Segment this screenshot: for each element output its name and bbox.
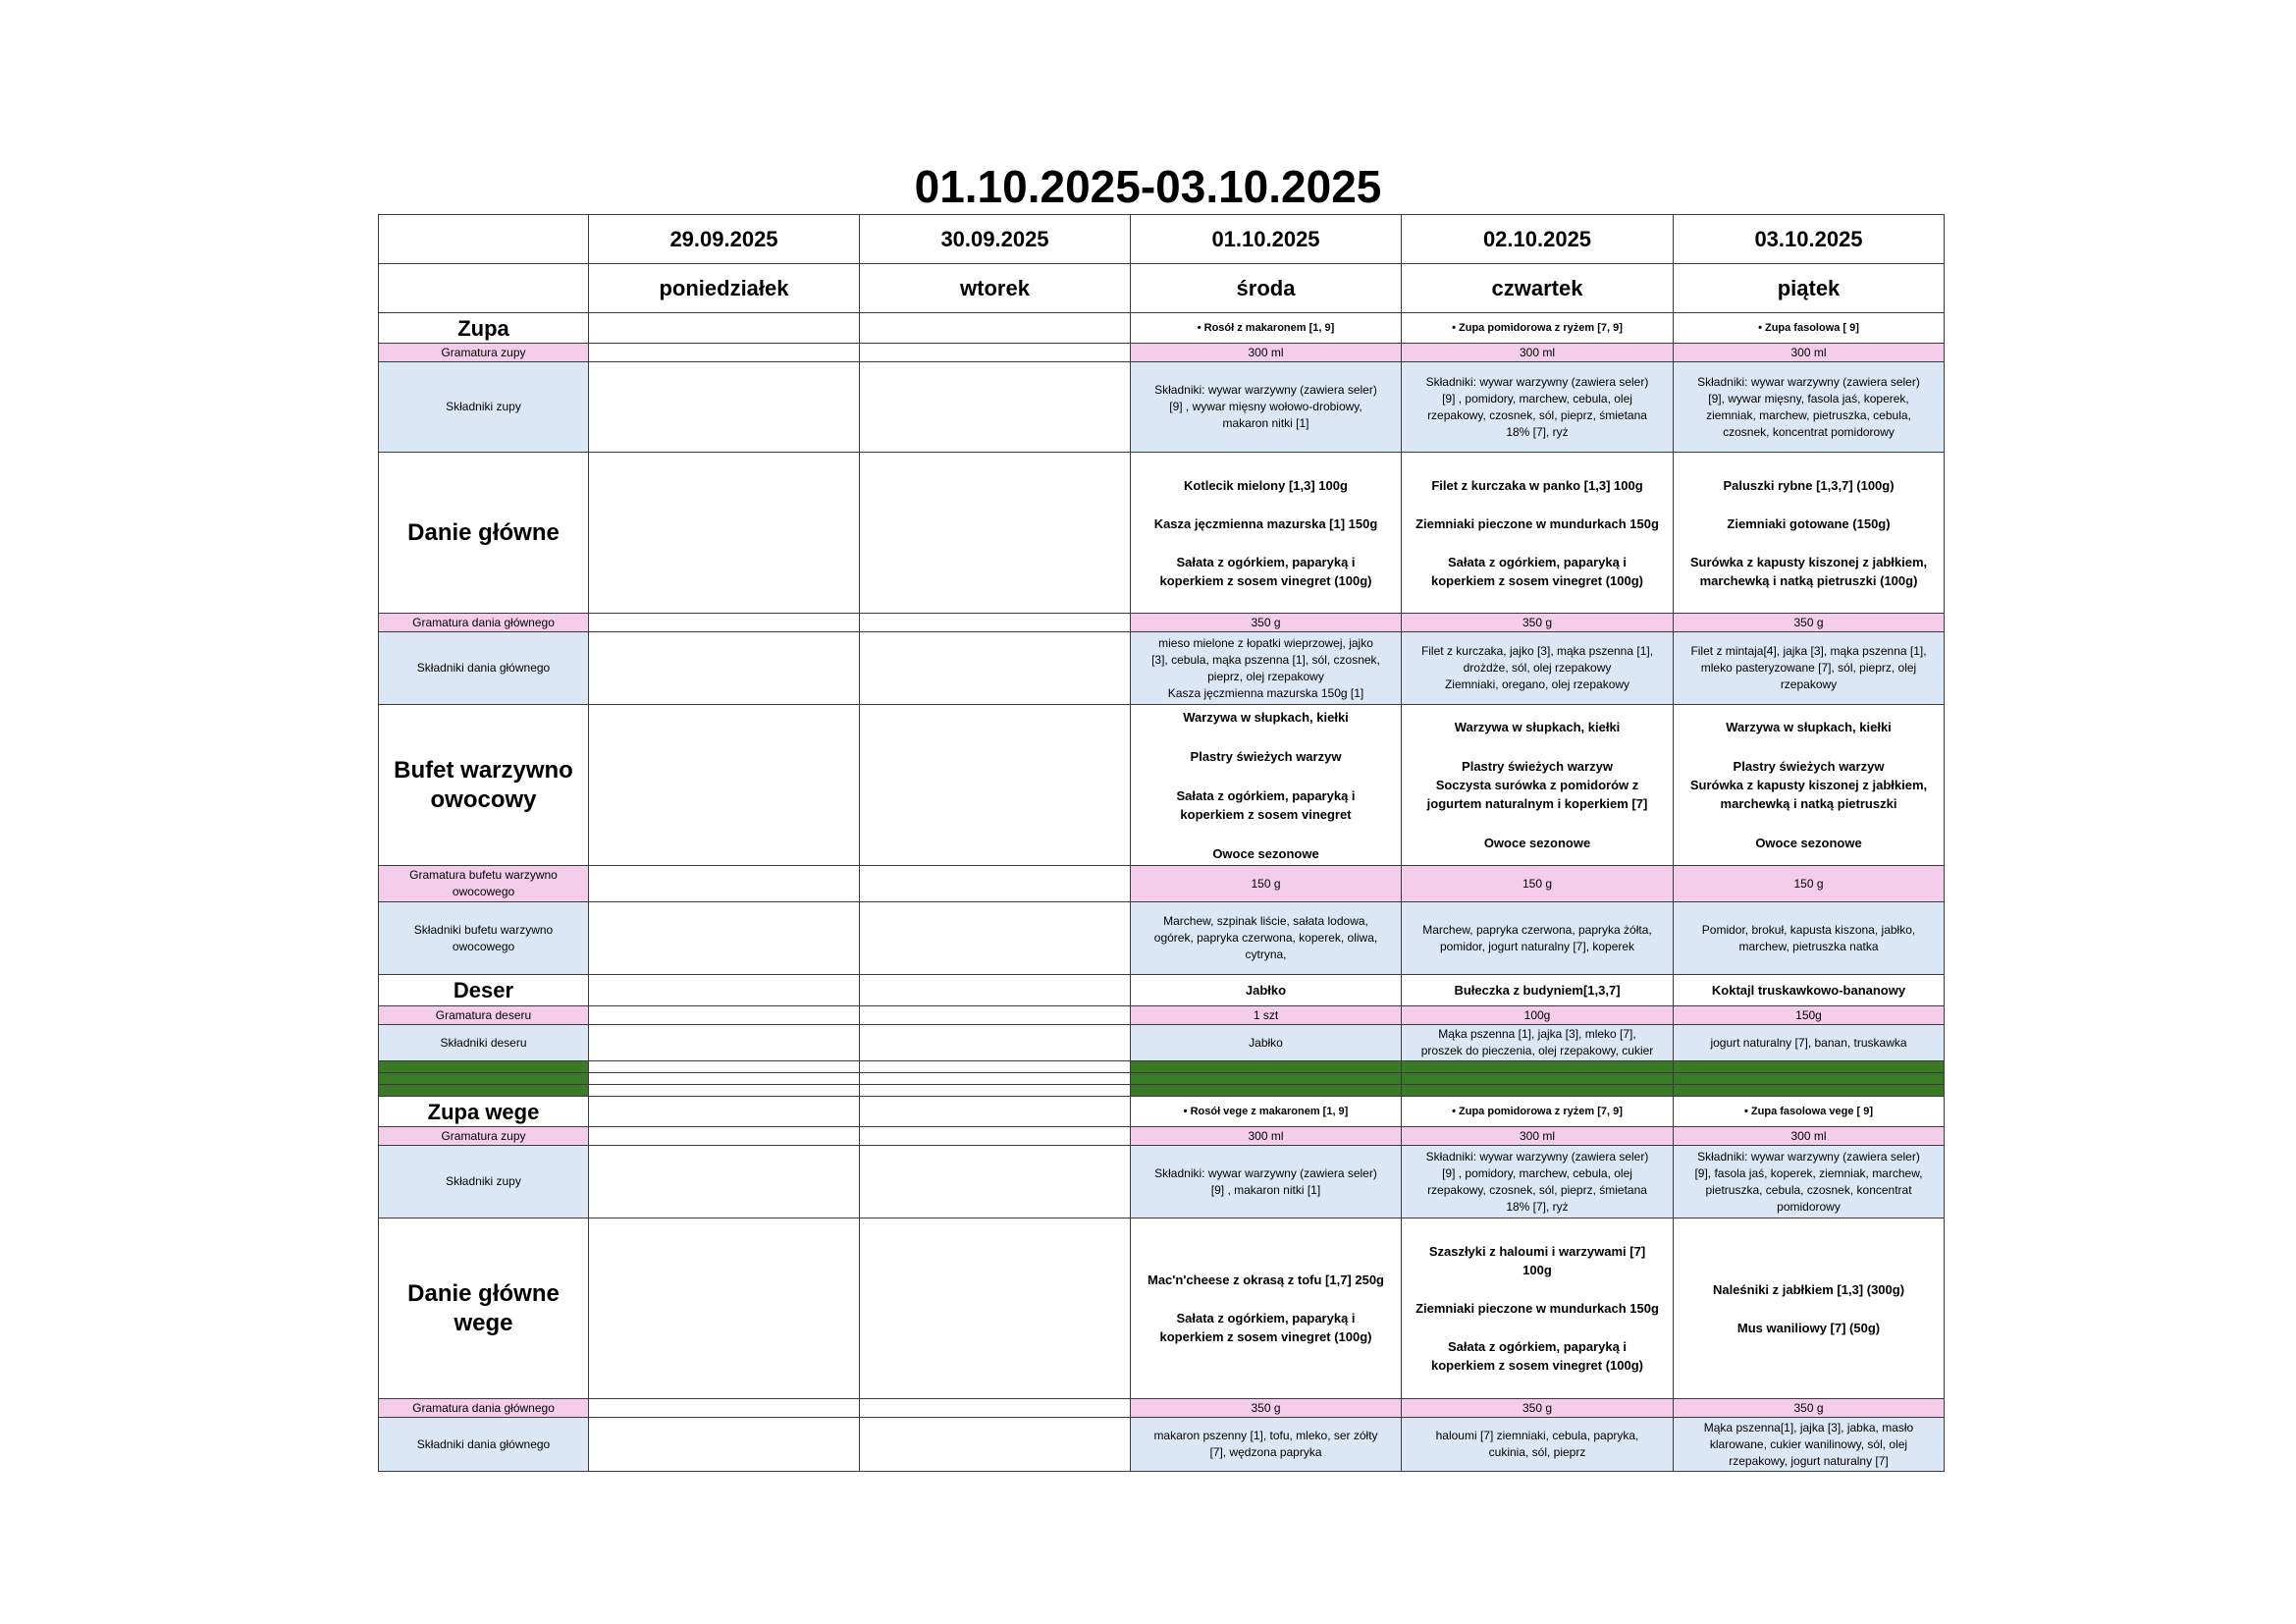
separator-cell xyxy=(379,1061,589,1073)
separator-row xyxy=(379,1061,1945,1073)
dessert-ingredients-row xyxy=(379,1025,1945,1061)
dessert-weight-thursday: 100g xyxy=(1402,1006,1674,1025)
main-dish-thursday: Filet z kurczaka w panko [1,3] 100g Ziemniaki pieczone w mundurkach 150g Sałata z ogórkiem, paparyką i koperkiem z sosem vinegret (100g) xyxy=(1402,453,1674,614)
separator-cell xyxy=(379,1073,589,1085)
empty-cell xyxy=(589,344,860,362)
vege-main-dish-friday: Naleśniki z jabłkiem [1,3] (300g) Mus waniliowy [7] (50g) xyxy=(1674,1218,1945,1399)
soup-ingredients-thursday: Składniki: wywar warzywny (zawiera seler) [9] , pomidory, marchew, cebula, olej rzepakowy, czosnek, sól, pieprz, śmietana 18% [7], ryż xyxy=(1402,362,1674,453)
dessert-ingredients-wednesday: Jabłko xyxy=(1131,1025,1402,1061)
soup-weight-wednesday: 300 ml xyxy=(1131,344,1402,362)
date-thursday: 02.10.2025 xyxy=(1402,215,1674,264)
empty-cell xyxy=(860,1218,1131,1399)
soup-weight-label: Gramatura zupy xyxy=(379,344,589,362)
empty-cell xyxy=(860,344,1131,362)
main-dish-ingredients-thursday: Filet z kurczaka, jajko [3], mąka pszenna [1], drożdże, sól, olej rzepakowy Ziemniaki, oregano, olej rzepakowy xyxy=(1402,632,1674,705)
vege-soup-label: Zupa wege xyxy=(379,1097,589,1127)
empty-cell xyxy=(860,1061,1131,1073)
empty-cell xyxy=(589,1146,860,1218)
vege-soup-weight-row xyxy=(379,1127,1945,1146)
day-thursday: czwartek xyxy=(1402,264,1674,313)
empty-cell xyxy=(860,1085,1131,1097)
main-dish-label: Danie główne xyxy=(379,453,589,614)
vege-soup-weight-friday: 300 ml xyxy=(1674,1127,1945,1146)
buffet-ingredients-friday: Pomidor, brokuł, kapusta kiszona, jabłko, marchew, pietruszka natka xyxy=(1674,902,1945,975)
empty-cell xyxy=(860,614,1131,632)
dessert-friday: Koktajl truskawkowo-bananowy xyxy=(1674,975,1945,1006)
empty-cell xyxy=(860,705,1131,866)
empty-cell xyxy=(860,1127,1131,1146)
buffet-wednesday: Warzywa w słupkach, kiełki Plastry świeżych warzyw Sałata z ogórkiem, paparyką i koperkiem z sosem vinegret Owoce sezonowe xyxy=(1131,705,1402,866)
soup-label: Zupa xyxy=(379,313,589,344)
vege-soup-weight-label: Gramatura zupy xyxy=(379,1127,589,1146)
soup-ingredients-wednesday: Składniki: wywar warzywny (zawiera seler) [9] , wywar mięsny wołowo-drobiowy, makaron nitki [1] xyxy=(1131,362,1402,453)
buffet-row xyxy=(379,705,1945,866)
empty-cell xyxy=(860,1146,1131,1218)
vege-main-dish-weight-thursday: 350 g xyxy=(1402,1399,1674,1418)
dessert-weight-label: Gramatura deseru xyxy=(379,1006,589,1025)
main-dish-ingredients-label: Składniki dania głównego xyxy=(379,632,589,705)
vege-main-dish-row xyxy=(379,1218,1945,1399)
vege-main-dish-ingredients-wednesday: makaron pszenny [1], tofu, mleko, ser zółty [7], wędzona papryka xyxy=(1131,1418,1402,1472)
separator-cell xyxy=(1674,1061,1945,1073)
separator-row xyxy=(379,1085,1945,1097)
vege-main-dish-weight-friday: 350 g xyxy=(1674,1399,1945,1418)
empty-cell xyxy=(379,215,589,264)
vege-main-dish-thursday: Szaszłyki z haloumi i warzywami [7] 100g Ziemniaki pieczone w mundurkach 150g Sałata z ogórkiem, paparyką i koperkiem z sosem vinegret (100g) xyxy=(1402,1218,1674,1399)
date-wednesday: 01.10.2025 xyxy=(1131,215,1402,264)
days-row xyxy=(379,264,1945,313)
buffet-label: Bufet warzywno owocowy xyxy=(379,705,589,866)
main-dish-ingredients-row xyxy=(379,632,1945,705)
day-tuesday: wtorek xyxy=(860,264,1131,313)
empty-cell xyxy=(589,705,860,866)
main-dish-weight-friday: 350 g xyxy=(1674,614,1945,632)
buffet-weight-thursday: 150 g xyxy=(1402,866,1674,902)
empty-cell xyxy=(589,1025,860,1061)
separator-cell xyxy=(1402,1061,1674,1073)
buffet-ingredients-thursday: Marchew, papryka czerwona, papryka żółta, pomidor, jogurt naturalny [7], koperek xyxy=(1402,902,1674,975)
separator-row xyxy=(379,1073,1945,1085)
empty-cell xyxy=(860,313,1131,344)
main-dish-weight-wednesday: 350 g xyxy=(1131,614,1402,632)
soup-row xyxy=(379,313,1945,344)
date-friday: 03.10.2025 xyxy=(1674,215,1945,264)
empty-cell xyxy=(860,1073,1131,1085)
dessert-ingredients-thursday: Mąka pszenna [1], jajka [3], mleko [7], proszek do pieczenia, olej rzepakowy, cukier xyxy=(1402,1025,1674,1061)
empty-cell xyxy=(589,1097,860,1127)
empty-cell xyxy=(379,264,589,313)
vege-soup-row xyxy=(379,1097,1945,1127)
buffet-ingredients-label: Składniki bufetu warzywno owocowego xyxy=(379,902,589,975)
date-monday: 29.09.2025 xyxy=(589,215,860,264)
dessert-weight-wednesday: 1 szt xyxy=(1131,1006,1402,1025)
soup-weight-friday: 300 ml xyxy=(1674,344,1945,362)
date-tuesday: 30.09.2025 xyxy=(860,215,1131,264)
empty-cell xyxy=(589,614,860,632)
main-dish-wednesday: Kotlecik mielony [1,3] 100g Kasza jęczmienna mazurska [1] 150g Sałata z ogórkiem, paparyką i koperkiem z sosem vinegret (100g) xyxy=(1131,453,1402,614)
empty-cell xyxy=(860,362,1131,453)
buffet-weight-row xyxy=(379,866,1945,902)
soup-ingredients-label: Składniki zupy xyxy=(379,362,589,453)
main-dish-friday: Paluszki rybne [1,3,7] (100g) Ziemniaki gotowane (150g) Surówka z kapusty kiszonej z jabłkiem, marchewką i natką pietruszki (100g) xyxy=(1674,453,1945,614)
dessert-thursday: Bułeczka z budyniem[1,3,7] xyxy=(1402,975,1674,1006)
soup-friday: • Zupa fasolowa [ 9] xyxy=(1674,313,1945,344)
vege-main-dish-ingredients-thursday: haloumi [7] ziemniaki, cebula, papryka, cukinia, sól, pieprz xyxy=(1402,1418,1674,1472)
empty-cell xyxy=(589,975,860,1006)
empty-cell xyxy=(860,632,1131,705)
vege-soup-friday: • Zupa fasolowa vege [ 9] xyxy=(1674,1097,1945,1127)
empty-cell xyxy=(589,453,860,614)
vege-main-dish-wednesday: Mac'n'cheese z okrasą z tofu [1,7] 250g Sałata z ogórkiem, paparyką i koperkiem z sosem vinegret (100g) xyxy=(1131,1218,1402,1399)
main-dish-row xyxy=(379,453,1945,614)
separator-cell xyxy=(1131,1085,1402,1097)
page-title: 01.10.2025-03.10.2025 xyxy=(914,161,1382,212)
empty-cell xyxy=(589,362,860,453)
vege-main-dish-weight-row xyxy=(379,1399,1945,1418)
vege-soup-wednesday: • Rosół vege z makaronem [1, 9] xyxy=(1131,1097,1402,1127)
empty-cell xyxy=(589,1399,860,1418)
separator-cell xyxy=(379,1085,589,1097)
dessert-ingredients-friday: jogurt naturalny [7], banan, truskawka xyxy=(1674,1025,1945,1061)
vege-soup-ingredients-label: Składniki zupy xyxy=(379,1146,589,1218)
empty-cell xyxy=(589,632,860,705)
buffet-friday: Warzywa w słupkach, kiełki Plastry świeżych warzyw Surówka z kapusty kiszonej z jabłkiem, marchewką i natką pietruszki Owoce sezonowe xyxy=(1674,705,1945,866)
dessert-row xyxy=(379,975,1945,1006)
soup-wednesday: • Rosół z makaronem [1, 9] xyxy=(1131,313,1402,344)
dessert-wednesday: Jabłko xyxy=(1131,975,1402,1006)
separator-cell xyxy=(1402,1073,1674,1085)
vege-main-dish-ingredients-label: Składniki dania głównego xyxy=(379,1418,589,1472)
day-wednesday: środa xyxy=(1131,264,1402,313)
empty-cell xyxy=(589,1127,860,1146)
main-dish-weight-row xyxy=(379,614,1945,632)
vege-soup-weight-thursday: 300 ml xyxy=(1402,1127,1674,1146)
buffet-weight-friday: 150 g xyxy=(1674,866,1945,902)
vege-main-dish-weight-wednesday: 350 g xyxy=(1131,1399,1402,1418)
separator-cell xyxy=(1674,1073,1945,1085)
buffet-ingredients-row xyxy=(379,902,1945,975)
buffet-thursday: Warzywa w słupkach, kiełki Plastry świeżych warzyw Soczysta surówka z pomidorów z jogurtem naturalnym i koperkiem [7] Owoce sezonowe xyxy=(1402,705,1674,866)
empty-cell xyxy=(860,1418,1131,1472)
empty-cell xyxy=(860,1006,1131,1025)
soup-weight-row xyxy=(379,344,1945,362)
empty-cell xyxy=(860,866,1131,902)
day-friday: piątek xyxy=(1674,264,1945,313)
empty-cell xyxy=(589,902,860,975)
menu-table xyxy=(378,214,1945,1472)
main-dish-ingredients-wednesday: mieso mielone z łopatki wieprzowej, jajko [3], cebula, mąka pszenna [1], sól, czosnek, pieprz, olej rzepakowy Kasza jęczmienna mazurska 150g [1] xyxy=(1131,632,1402,705)
vege-main-dish-ingredients-row xyxy=(379,1418,1945,1472)
main-dish-weight-label: Gramatura dania głównego xyxy=(379,614,589,632)
day-monday: poniedziałek xyxy=(589,264,860,313)
buffet-weight-wednesday: 150 g xyxy=(1131,866,1402,902)
empty-cell xyxy=(860,1399,1131,1418)
dessert-label: Deser xyxy=(379,975,589,1006)
dessert-ingredients-label: Składniki deseru xyxy=(379,1025,589,1061)
soup-ingredients-friday: Składniki: wywar warzywny (zawiera seler) [9], wywar mięsny, fasola jaś, koperek, ziemniak, marchew, pietruszka, cebula, czosnek, koncentrat pomidorowy xyxy=(1674,362,1945,453)
buffet-weight-label: Gramatura bufetu warzywno owocowego xyxy=(379,866,589,902)
separator-cell xyxy=(1402,1085,1674,1097)
vege-soup-ingredients-row xyxy=(379,1146,1945,1218)
main-dish-ingredients-friday: Filet z mintaja[4], jajka [3], mąka pszenna [1], mleko pasteryzowane [7], sól, pieprz, olej rzepakowy xyxy=(1674,632,1945,705)
empty-cell xyxy=(589,866,860,902)
empty-cell xyxy=(589,1418,860,1472)
empty-cell xyxy=(589,1073,860,1085)
vege-main-dish-ingredients-friday: Mąka pszenna[1], jajka [3], jabka, masło klarowane, cukier wanilinowy, sól, olej rzepakowy, jogurt naturalny [7] xyxy=(1674,1418,1945,1472)
vege-soup-weight-wednesday: 300 ml xyxy=(1131,1127,1402,1146)
soup-ingredients-row xyxy=(379,362,1945,453)
empty-cell xyxy=(860,1097,1131,1127)
empty-cell xyxy=(589,1061,860,1073)
dessert-weight-row xyxy=(379,1006,1945,1025)
vege-main-dish-weight-label: Gramatura dania głównego xyxy=(379,1399,589,1418)
empty-cell xyxy=(860,902,1131,975)
main-dish-weight-thursday: 350 g xyxy=(1402,614,1674,632)
empty-cell xyxy=(860,975,1131,1006)
vege-soup-ingredients-friday: Składniki: wywar warzywny (zawiera seler) [9], fasola jaś, koperek, ziemniak, marchew, pietruszka, cebula, czosnek, koncentrat pomidorowy xyxy=(1674,1146,1945,1218)
vege-soup-ingredients-thursday: Składniki: wywar warzywny (zawiera seler) [9] , pomidory, marchew, cebula, olej rzepakowy, czosnek, sól, pieprz, śmietana 18% [7], ryż xyxy=(1402,1146,1674,1218)
empty-cell xyxy=(860,1025,1131,1061)
dessert-weight-friday: 150g xyxy=(1674,1006,1945,1025)
empty-cell xyxy=(860,453,1131,614)
empty-cell xyxy=(589,313,860,344)
dates-row xyxy=(379,215,1945,264)
vege-main-dish-label: Danie główne wege xyxy=(379,1218,589,1399)
soup-weight-thursday: 300 ml xyxy=(1402,344,1674,362)
empty-cell xyxy=(589,1085,860,1097)
buffet-ingredients-wednesday: Marchew, szpinak liście, sałata lodowa, ogórek, papryka czerwona, koperek, oliwa, cytryna, xyxy=(1131,902,1402,975)
empty-cell xyxy=(589,1006,860,1025)
vege-soup-ingredients-wednesday: Składniki: wywar warzywny (zawiera seler) [9] , makaron nitki [1] xyxy=(1131,1146,1402,1218)
separator-cell xyxy=(1131,1073,1402,1085)
separator-cell xyxy=(1674,1085,1945,1097)
soup-thursday: • Zupa pomidorowa z ryżem [7, 9] xyxy=(1402,313,1674,344)
vege-soup-thursday: • Zupa pomidorowa z ryżem [7, 9] xyxy=(1402,1097,1674,1127)
empty-cell xyxy=(589,1218,860,1399)
separator-cell xyxy=(1131,1061,1402,1073)
